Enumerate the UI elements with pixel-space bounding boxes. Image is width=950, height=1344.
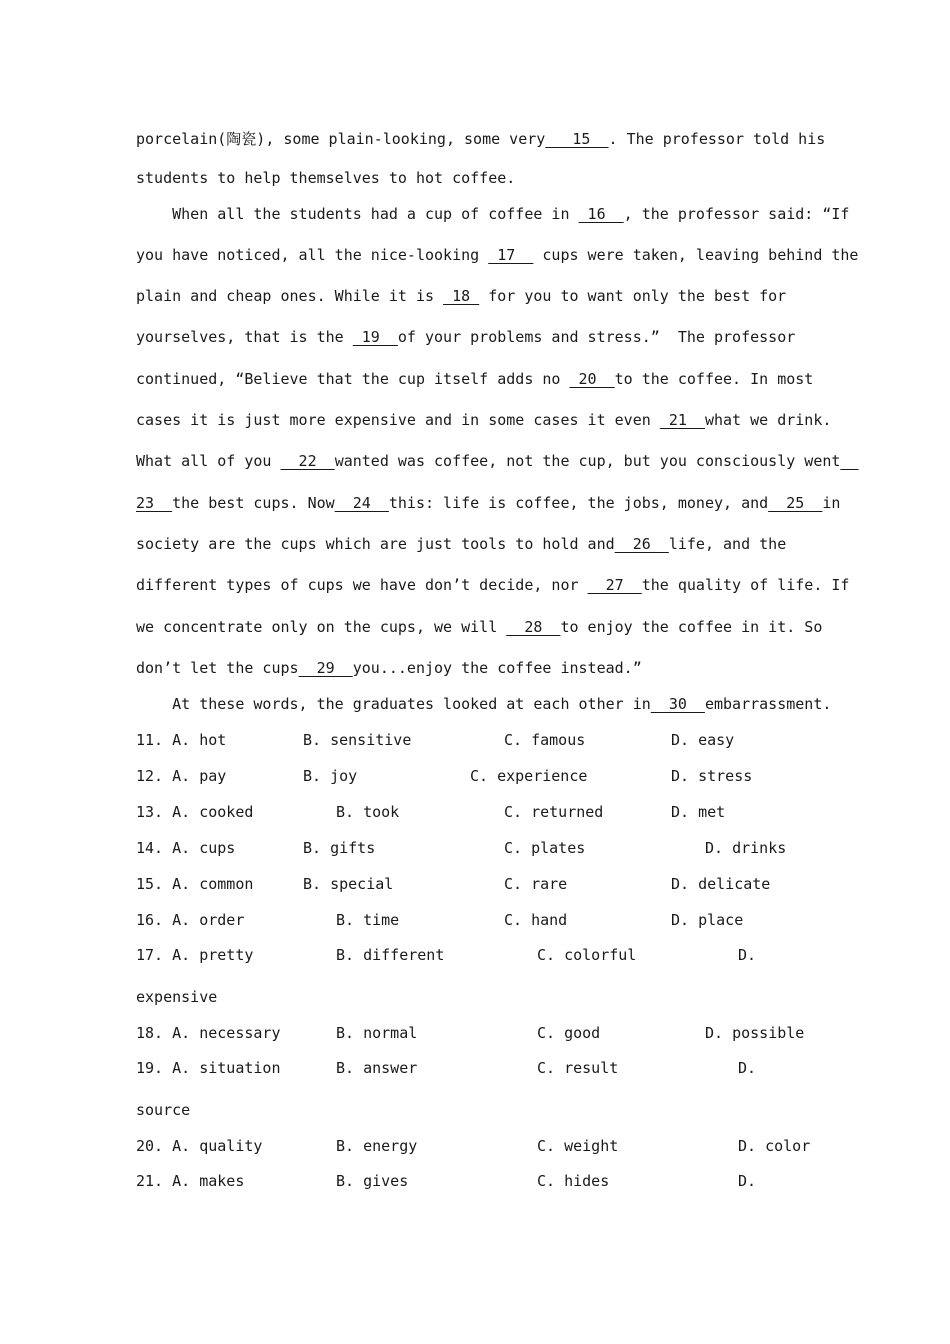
answer-blank: 28 (506, 618, 561, 636)
question-option: D. color (738, 1137, 811, 1155)
question-option: B. energy (336, 1137, 418, 1155)
passage-text: you have noticed, all the nice-looking (136, 246, 489, 264)
passage-text: cases it is just more expensive and in some cases it even (136, 411, 660, 429)
question-option: B. time (336, 911, 400, 929)
passage-text: , the professor said: “If (623, 205, 850, 223)
answer-blank: 17 (488, 246, 534, 264)
answer-blank: 26 (614, 535, 669, 553)
question-option: B. gives (336, 1172, 409, 1190)
question-option: D. delicate (671, 875, 771, 893)
answer-blank: 21 (659, 411, 705, 429)
question-option-a: 18. A. necessary (136, 1024, 281, 1042)
question-option-a: 11. A. hot (136, 731, 227, 749)
answer-blank: 22 (280, 452, 335, 470)
passage-text: embarrassment. (704, 695, 832, 713)
question-option: C. colorful (537, 946, 637, 964)
passage-text: life, and the (668, 535, 787, 553)
question-option-a: 14. A. cups (136, 839, 236, 857)
passage-text: the quality of life. If (641, 576, 850, 594)
question-option: C. hand (504, 911, 568, 929)
passage-text: we concentrate only on the cups, we will (136, 618, 507, 636)
passage-text: yourselves, that is the (136, 328, 353, 346)
passage-text: When all the students had a cup of coffee in (136, 205, 579, 223)
answer-blank: 19 (352, 328, 398, 346)
passage-text: students to help themselves to hot coffee. (136, 169, 516, 187)
passage-line (136, 287, 786, 305)
answer-blank: 23 (136, 494, 173, 512)
passage-text: . The professor told his (608, 130, 826, 148)
question-option: C. weight (537, 1137, 619, 1155)
question-option: B. gifts (303, 839, 376, 857)
answer-blank: 20 (569, 370, 615, 388)
question-option-a: 20. A. quality (136, 1137, 263, 1155)
question-option-a: source (136, 1101, 191, 1119)
passage-line (136, 128, 825, 149)
passage-line (136, 205, 849, 223)
question-option: D. (738, 1059, 757, 1077)
question-option: C. experience (470, 767, 588, 785)
answer-blank: 16 (578, 205, 624, 223)
passage-text: cups were taken, leaving behind the (533, 246, 859, 264)
answer-blank: __ (840, 452, 859, 470)
question-option: D. place (671, 911, 744, 929)
passage-text: don’t let the cups (136, 659, 299, 677)
question-option-a: 15. A. common (136, 875, 254, 893)
question-option-a: 19. A. situation (136, 1059, 281, 1077)
passage-text: porcelain(陶瓷), some plain-looking, some very (136, 130, 546, 148)
passage-text: of your problems and stress.” The professor (397, 328, 796, 346)
question-option: B. took (336, 803, 400, 821)
question-option: D. (738, 946, 757, 964)
passage-text: for you to want only the best for (479, 287, 787, 305)
question-option-a: expensive (136, 988, 218, 1006)
passage-line (136, 494, 840, 512)
question-option: B. special (303, 875, 394, 893)
passage-text: what we drink. (704, 411, 832, 429)
answer-blank: 18 (443, 287, 480, 305)
passage-line (136, 452, 858, 470)
passage-text: this: life is coffee, the jobs, money, and (388, 494, 769, 512)
passage-text: you...enjoy the coffee instead.” (352, 659, 642, 677)
question-option: C. returned (504, 803, 604, 821)
passage-line (136, 535, 786, 553)
question-option: D. drinks (705, 839, 787, 857)
question-option: C. plates (504, 839, 586, 857)
question-option: C. rare (504, 875, 568, 893)
question-option: B. joy (303, 767, 358, 785)
passage-line (136, 328, 795, 346)
question-option: D. stress (671, 767, 753, 785)
answer-blank: 24 (334, 494, 389, 512)
question-option: D. (738, 1172, 757, 1190)
passage-text: to the coffee. In most (614, 370, 814, 388)
answer-blank: 29 (298, 659, 353, 677)
question-option-a: 13. A. cooked (136, 803, 254, 821)
passage-text: different types of cups we have don’t decide, nor (136, 576, 588, 594)
passage-line (136, 246, 858, 264)
question-option: B. different (336, 946, 445, 964)
passage-text: the best cups. Now (172, 494, 335, 512)
answer-blank: 25 (768, 494, 823, 512)
passage-text: wanted was coffee, not the cup, but you consciously went (334, 452, 841, 470)
question-option: B. normal (336, 1024, 418, 1042)
question-option: D. easy (671, 731, 735, 749)
answer-blank: 15 (545, 130, 609, 148)
passage-line (136, 411, 831, 429)
passage-line (136, 576, 849, 594)
question-option: B. sensitive (303, 731, 412, 749)
question-option: C. good (537, 1024, 601, 1042)
question-option: C. result (537, 1059, 619, 1077)
passage-line (136, 695, 831, 713)
passage-text: continued, “Believe that the cup itself adds no (136, 370, 570, 388)
passage-text: At these words, the graduates looked at each other in (136, 695, 651, 713)
passage-text: to enjoy the coffee in it. So (560, 618, 823, 636)
question-option-a: 17. A. pretty (136, 946, 254, 964)
question-option: C. hides (537, 1172, 610, 1190)
question-option: B. answer (336, 1059, 418, 1077)
question-option: D. met (671, 803, 726, 821)
question-option: C. famous (504, 731, 586, 749)
answer-blank: 27 (587, 576, 642, 594)
passage-text: What all of you (136, 452, 281, 470)
passage-text: society are the cups which are just tools to hold and (136, 535, 615, 553)
answer-blank: 30 (650, 695, 705, 713)
question-option: D. possible (705, 1024, 805, 1042)
question-option-a: 12. A. pay (136, 767, 227, 785)
passage-line (136, 169, 515, 187)
question-option-a: 21. A. makes (136, 1172, 245, 1190)
passage-line (136, 618, 822, 636)
question-option-a: 16. A. order (136, 911, 245, 929)
passage-text: in (822, 494, 841, 512)
passage-line (136, 659, 642, 677)
passage-text: plain and cheap ones. While it is (136, 287, 444, 305)
passage-line (136, 370, 813, 388)
